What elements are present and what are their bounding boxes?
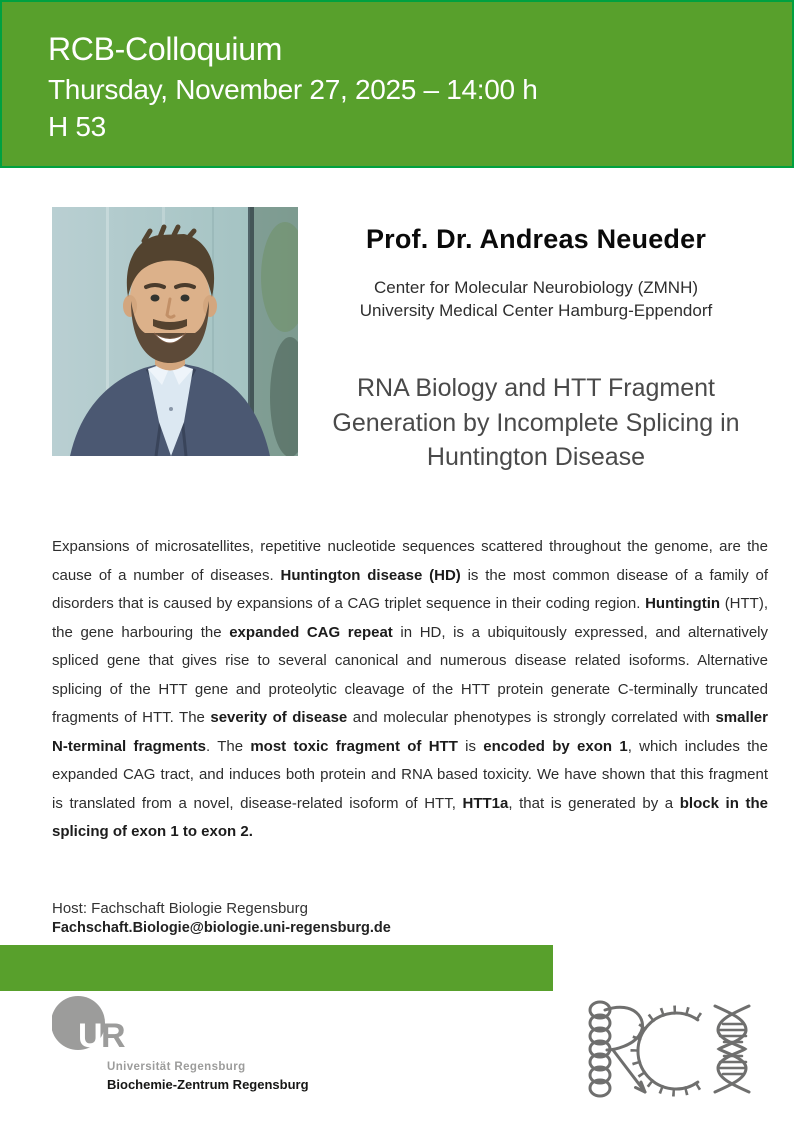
speaker-affiliation bbox=[300, 277, 772, 322]
abstract-text: Expansions of microsatellites, repetitive nucleotide sequences scattered throughout the genome, are the cause of a number of diseases. Huntington disease (HD) is the most common disease of a family of disorders that is caused by expansions of a CAG triplet sequence in their coding region. Huntingtin (HTT), the gene harbouring the expanded CAG repeat in HD, is a ubiquitously expressed, and alternatively spliced gene that gives rise to several canonical and numerous disease related isoforms. Alternative splicing of the HTT gene and proteolytic cleavage of the HTT protein generate C-terminally truncated fragments of HTT. The severity of disease and molecular phenotypes is strongly correlated with smaller N-terminal fragments. The most toxic fragment of HTT is encoded by exon 1, which includes the expanded CAG tract, and induces both protein and RNA based toxicity. We have shown that this fragment is translated from a novel, disease-related isoform of HTT, HTT1a, that is generated by a block in the splicing of exon 1 to exon 2. bbox=[52, 538, 769, 840]
ur-university-logo-icon bbox=[52, 994, 192, 1056]
biochemistry-center-label: Biochemie-Zentrum Regensburg bbox=[107, 1077, 309, 1092]
svg-text:U: U bbox=[78, 1017, 101, 1055]
affiliation-line-1: Center for Molecular Neurobiology (ZMNH) bbox=[373, 278, 699, 297]
talk-title-line-1: RNA Biology and HTT Fragment bbox=[356, 374, 716, 402]
header-banner bbox=[0, 0, 794, 168]
university-name-label: Universität Regensburg bbox=[107, 1061, 246, 1073]
talk-title-line-3: Huntington Disease bbox=[426, 443, 646, 471]
event-datetime: Thursday, November 27, 2025 – 14:00 h bbox=[48, 74, 538, 105]
bottom-green-bar bbox=[0, 945, 553, 991]
host-email: Fachschaft.Biologie@biologie.uni-regensburg.de bbox=[52, 920, 391, 936]
affiliation-line-2: University Medical Center Hamburg-Eppendorf bbox=[359, 300, 713, 320]
portrait-image bbox=[52, 207, 298, 456]
host-block bbox=[52, 899, 391, 938]
speaker-name: Prof. Dr. Andreas Neueder bbox=[365, 224, 707, 254]
host-line: Host: Fachschaft Biologie Regensburg bbox=[52, 900, 308, 917]
svg-text:R: R bbox=[101, 1017, 124, 1055]
speaker-portrait-photo bbox=[52, 207, 298, 456]
event-room: H 53 bbox=[48, 111, 106, 142]
talk-title bbox=[300, 371, 772, 475]
talk-title-line-2: Generation by Incomplete Splicing in bbox=[332, 408, 740, 437]
colloquium-title: RCB-Colloquium bbox=[48, 31, 283, 67]
rcb-logo-icon bbox=[583, 998, 755, 1098]
